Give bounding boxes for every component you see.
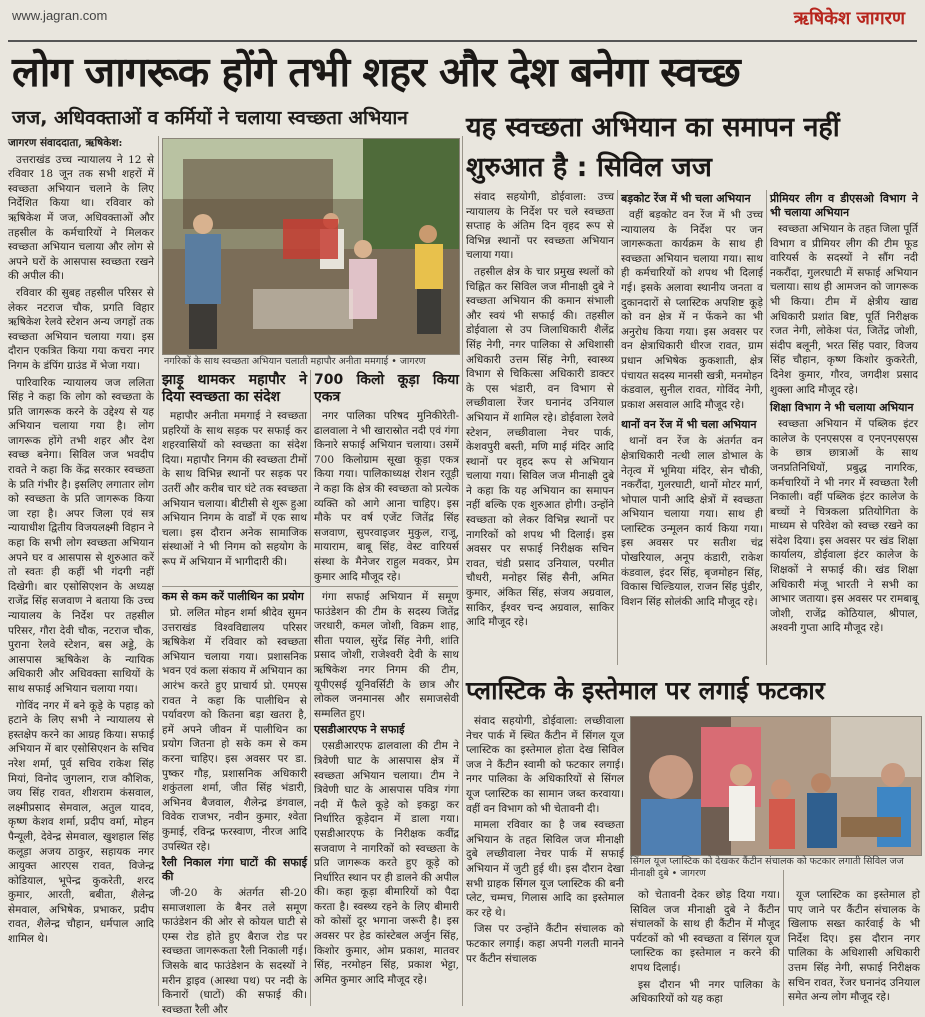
column-divider <box>158 136 159 1006</box>
article-700kg <box>314 372 459 587</box>
main-subhead: जज, अधिवक्ताओं व कर्मियों ने चलाया स्वच्छता अभियान <box>12 107 408 129</box>
paragraph: मामला रविवार का है जब स्वच्छता अभियान के तहत सिविल जज मीनाक्षी दुबे लच्छीवाला नेचर पार्क में सफाई अभियान में जुटी हुई थी। इस दौरान देखा सभी ग्राहक सिंगल यूज प्लास्टिक की बनी प्लेट, चम्मच, गिलास आदि का इस्तेमाल कर रहे थे। <box>466 819 624 919</box>
article-premier-title: प्रीमियर लीग व डीएसओ विभाग ने भी चलाया अभियान <box>770 192 918 219</box>
photo-canteen <box>630 716 922 856</box>
photo-canteen-image <box>631 717 921 855</box>
paragraph: उत्तराखंड उच्च न्यायालय ने 12 से रविवार 18 जून तक सभी शहरों में स्वच्छता अभियान चलाने के लिए निर्देशित किया था। रविवार को ऋषिकेश में जज, अधिवक्ताओं और तहसील के कर्मचारियों ने मिलकर स्वच्छता अभियान चलाया और लोग से अपने घरों के आसपास स्वच्छता रखने की अपील की। <box>8 153 154 283</box>
article-forest-ranges <box>621 192 763 667</box>
paragraph: थानों वन रेंज के अंतर्गत वन क्षेत्राधिकारी नत्थी लाल डोभाल के नेतृत्व में भूमिया मंदिर, सेन चौकी, नकरौंदा, गुलरघाटी, थानों मोटर मार्ग, भोपाल पानी आदि क्षेत्रों में स्वच्छता अभियान चलाया गया। साथ ही प्लास्टिक उन्मूलन कार्य किया गया। इस अवसर पर सतीश चंद्र पोखरियाल, अनूप कंडारी, राकेश कंडवाल, इंदर सिंह, बृजमोहन सिंह, विकास चिल्डियाल, राजन सिंह पुंडीर, विशन सिंह सोलंकी आदि मौजूद रहे। <box>621 435 763 608</box>
photo-cleanup-drive-image <box>163 139 459 354</box>
masthead-url: www.jagran.com <box>12 8 108 23</box>
article-education-title: शिक्षा विभाग ने भी चलाया अभियान <box>770 401 914 415</box>
subhead-polythene: कम से कम करें पालीथिन का प्रयोग <box>162 590 304 603</box>
article-sdrf <box>314 590 459 1006</box>
article-plastic <box>466 714 624 1006</box>
column-divider <box>783 870 784 1006</box>
subhead-sdrf: एसडीआरएफ ने सफाई <box>314 723 405 737</box>
column-divider <box>462 136 463 1006</box>
paragraph: स्वच्छता अभियान में पब्लिक इंटर कालेज के एनएसएस व एनएनएसएस के छात्र छात्राओं के साथ जनप्रतिनिधियों, प्रबुद्ध नागरिक, कर्मचारियों ने भी नगर में स्वच्छता रैली निकाली। वहीं पब्लिक इंटर कालेज के बच्चों ने चित्रकला प्रतियोगिता के माध्यम से परिवेश को स्वच्छ रखने का संदेश दिया। इस अवसर पर खंड शिक्षा कार्यालय, डोईवाला इंटर कालेज के शिक्षकों ने सफाई की। खंड शिक्षा अधिकारी मंजू भारती ने सभी का आभार जताया। इस अवसर पर रामबाबू जोशी, राजेंद्र कोठियाल, श्रीपाल, अश्वनी गुप्ता आदि मौजूद रहे। <box>770 418 918 635</box>
main-headline: लोग जागरूक होंगे तभी शहर और देश बनेगा स्वच्छ <box>12 48 740 96</box>
paragraph: तहसील क्षेत्र के चार प्रमुख स्थलों को चिह्नित कर सिविल जज मीनाक्षी दुबे ने स्वच्छता अभियान की कमान संभाली और स्वयं भी सफाई की। तहसील डोईवाला से उप जिलाधिकारी शैलेंद्र सिंह नेगी, नगर पालिका से अधिशासी अधिकारी उत्तम सिंह नेगी, स्वास्थ्य विभाग से चिकित्सा अधिकारी डाक्टर के एस भंडारी, वन विभाग से लच्छीवाला रेंजर घनानंद उनियाल अभियान में शामिल रहे। डोईवाला रेलवे स्टेशन, लच्छीवाला नेचर पार्क, केशवपुरी बस्ती, मणि माई मंदिर आदि स्थानों पर वृहद रूप से अभियान चलाया गया। सिविल जज मीनाक्षी दुबे ने कहा कि यह अभियान का समापन नहीं बल्कि एक शुरुआत होगी। उन्होंने स्वच्छता को लेकर विभिन्न स्थानों पर नागरिकों को शपथ भी दिलाई। इस अवसर पर सफाई निरीक्षक सचिन रावत, चंडी प्रसाद उनियाल, परमीत चौधरी, मनोहर सिंह सैनी, अमित कुमार, अंकित सिंह, संजय अग्रवाल, साकिर, ईश्वर चन्द अग्रवाल, साकिर आदि मौजूद रहे। <box>466 265 614 629</box>
column-divider <box>766 190 767 665</box>
paragraph: नगर पालिका परिषद मुनिकीरेती-ढालवाला ने भी खारास्रोत नदी एवं गंगा किनारे सफाई अभियान चलाया। उसमें 700 किलोग्राम सूखा कूड़ा एकत्र किया गया। पालिकाध्यक्ष रोशन रतूड़ी ने कहा कि क्षेत्र की स्वच्छता को प्रत्येक व्यक्ति को आगे आना चाहिए। इस मौके पर वर्ष एजेंट जितेंद्र सिंह सजवाण, सुपरवाइजर मुकुल, राजू, मायाराम, बाबू सिंह, वेस्ट वारियर्स संस्था के मैनेजर राहुल मवकर, प्रेम कुमार आदि मौजूद रहे। <box>314 410 459 583</box>
subhead-rally: रैली निकाल गंगा घाटों की सफाई की <box>162 856 307 884</box>
paragraph: जी-20 के अंतर्गत सी-20 समाजशाला के बैनर तले समूण फाउंडेशन की ओर से कोयल घाटी से एम्स रोड होते हुए बैराज रोड पर स्वच्छता जागरूकता रैली निकाली गई। जिसके बाद फाउंडेशन के सदस्यों ने मरीन ड्राइव (आस्था पथ) पर नदी के किनारों (घाटों) की सफाई की। स्वच्छता रैली और <box>162 887 307 1016</box>
side-headline: यह स्वच्छता अभियान का समापन नहीं शुरुआत है : सिविल जज <box>466 112 840 183</box>
paragraph: पारिवारिक न्यायालय जज ललिता सिंह ने कहा कि लोग को स्वच्छता के प्रति जागरूक करने के उद्देश्य से यह अभियान चलाया गया है। लोग जागरूक होंगे तभी शहर और देश स्वच्छ बनेगा। सिविल जज भवदीप रावते ने कहा कि केंद्र सरकार स्वच्छता के प्रति गंभीर है। इसलिए लगातार लोग को स्वच्छता के प्रति जागरूक किया जा रहा है। अपर जिला एवं सत्र न्यायाधीश द्वितीय विजयलक्ष्मी विहान ने कहा कि सभी लोग स्वच्छता अभियान अपने घर व आसपास से शुरुआत करें तो स्वतः ही कहीं भी गंदगी नहीं दिखेगी। बार एसोसिएशन के अध्यक्ष राजेंद्र सिंह सजवाण ने बताया कि उच्च न्यायालय के निर्देश पर तहसील परिसर, गौरा देवी चौक, नटराज चौक, पुराना रेलवे स्टेशन, बस अड्डे, के आसपास ऋषिकेश के न्यायिक अधिकारी और अधिवक्ता साथियों के साथ सफाई अभियान चलाया गया। <box>8 376 154 695</box>
article-mayor <box>162 372 307 587</box>
paragraph: एसडीआरएफ ढालवाला की टीम ने त्रिवेणी घाट के आसपास क्षेत्र में स्वच्छता अभियान चलाया। टीम ने त्रिवेणी घाट के आसपास पवित्र गंगा नदी में फैले कूड़े को इकट्ठा कर निर्धारित कूड़ेदान में डाला गया। एसडीआरएफ के निरीक्षक कवींद्र सजवाण ने नागरिकों को स्वच्छता के प्रति जागरूक करते हुए कूड़े को निर्धारित स्थान पर ही डालने की अपील की। कहा कूड़ा बीमारियों को पैदा करता है। स्वस्थ्य रहने के लिए बीमारी को कोसों दूर भगाना जरूरी है। इस अवसर पर हेड कांस्टेबल अर्जुन सिंह, किशोर कुमार, ओम प्रकाश, मातवर सिंह, नरमोहन सिंह, प्रकाश भेट्टा, अमित कुमार आदि मौजूद रहे। <box>314 740 459 986</box>
article-premier-league <box>770 192 918 667</box>
paragraph: इस दौरान भी नगर पालिका के अधिकारियों को यह कहा <box>630 978 780 1006</box>
paragraph: संवाद सहयोगी, डोईवाला: उच्च न्यायालय के निर्देश पर चले स्वच्छता सप्ताह के अंतिम दिन वृहद रूप से विभिन्न स्थानों पर स्वच्छता अभियान चलाया गया। <box>466 191 614 262</box>
article-thano-title: थानों वन रेंज में भी चला अभियान <box>621 418 757 432</box>
edition-logo: ऋषिकेश जागरण <box>793 8 905 29</box>
byline: जागरण संवाददाता, ऋषिकेश: <box>8 137 123 149</box>
article-700kg-title: 700 किलो कूड़ा किया एकत्र <box>314 372 459 405</box>
article-main <box>8 136 154 1006</box>
paragraph: यूज प्लास्टिक का इस्तेमाल हो पाए जाने पर कैंटीन संचालक के खिलाफ सख्त कार्रवाई के भी निर्देश दिए। इस दौरान नगर पालिका के अधिशासी अधिकारी उत्तम सिंह नेगी, सफाई निरीक्षक सचिन रावत, रेंजर घनानंद उनियाल समेत अन्य लोग मौजूद रहे। <box>788 889 920 1004</box>
photo-cleanup-drive <box>162 138 460 355</box>
photo2-caption: सिंगल यूज प्लास्टिक को देखकर कैंटीन संचालक को फटकार लगाती सिविल जज मीनाक्षी दुबे • जागरण <box>630 856 904 879</box>
masthead-rule <box>8 40 917 42</box>
column-divider <box>617 190 618 665</box>
paragraph: रविवार की सुबह तहसील परिसर से लेकर नटराज चौक, प्रगति विहार ऋषिकेश रेलवे स्टेशन अन्य जगहों तक स्वच्छता अभियान चलाया गया। इस दौरान एकत्रित किया गया कचरा नगर निगम के डंपिंग ग्राउंड में भेजा गया। <box>8 286 154 372</box>
section-rule <box>162 586 458 587</box>
paragraph: गोविंद नगर में बने कूड़े के पहाड़ को हटाने के लिए सभी ने न्यायालय से हस्तक्षेप करने का आग्रह किया। सफाई अभियान में बार एसोसिएशन के सचिव नरेश शर्मा, पूर्व सचिव राकेश सिंह मियां, विनोद जुगलान, राज कौशिक, जय सिंह रावत, शीशराम कंसवाल, लक्ष्मीप्रसाद सेमवाल, अतुल यादव, कृष्ण केशव शर्मा, प्रदीप वर्मा, मोहन पैन्यूली, देवेन्द्र सेमवाल, खुशहाल सिंह कलूड़ा अजय ठाकुर, सहायक नगर आयुक्त आरएस रावत, विजेन्द्र कोडियाल, भूपेन्द्र कुकरेती, शरद कुमार, आरती, बबीता, शैलेन्द्र सेमवाल, अभिषेक, प्रभाकर, प्रदीप रावत, शैलेन्द्र चौहान, धर्मपाल आदि शामिल थे। <box>8 699 154 946</box>
article-university <box>162 590 307 1016</box>
paragraph: को चेतावनी देकर छोड़ दिया गया। सिविल जज मीनाक्षी दुबे ने कैंटीन संचालकों के साथ ही कैंटीन में मौजूद पर्यटकों को भी स्वच्छता व सिंगल यूज प्लास्टिक का इस्तेमाल न करने की शपथ दिलाई। <box>630 889 780 974</box>
paragraph: संवाद सहयोगी, डोईवाला: लच्छीवाला नेचर पार्क में स्थित कैंटीन में सिंगल यूज प्लास्टिक का इस्तेमाल होता देख सिविल जज ने कैंटीन स्वामी को फटकार लगाई। नगर पालिका के अधिकारियों से सिंगल यूज प्लास्टिक का सामान जब्त करवाया। वहीं वन विभाग को भी चेतावनी दी। <box>466 715 624 815</box>
paragraph: महापौर अनीता ममगाई ने स्वच्छता प्रहरियों के साथ सड़क पर सफाई कर शहरवासियों को स्वच्छता का संदेश दिया। महापौर निगम की स्वच्छता टीमों के साथ विभिन्न स्थानों पर सड़क पर उतरीं और करीब चार घंटे तक स्वच्छता अभियान चलाया। बीटीसी से शुरू हुआ अभियान निगम के वार्डों में एक साथ चला। इस दौरान अनेक सामाजिक संस्थाओं ने भी निगम को सहयोग के रूप में अभियान में भागीदारी की। <box>162 410 307 568</box>
article-barkot-title: बड़कोट रेंज में भी चला अभियान <box>621 192 751 205</box>
plastic-headline: प्लास्टिक के इस्तेमाल पर लगाई फटकार <box>466 676 825 705</box>
article-civil-judge <box>466 190 614 665</box>
paragraph: वहीं बड़कोट वन रेंज में भी उच्च न्यायालय के निर्देश पर जन जागरूकता कार्यक्रम के साथ ही स्वच्छता अभियान चलाया गया। साथ ही कर्मचारियों को शपथ भी दिलाई गई। इसके अलावा स्थानीय जनता व दुकानदारों से प्लास्टिक अपशिष्ट कूड़े को वन क्षेत्र में न फेंकने का भी अनुरोध किया गया। इस अवसर पर वन क्षेत्राधिकारी धीरज रावत, ग्राम प्रधान अभिषेक कुकशाती, क्षेत्र पंचायत सदस्य मानसी खत्री, मनमोहन कंडवाल, सुनील रावत, गोविंद नेगी, प्रकाश असवाल आदि मौजूद रहे। <box>621 209 763 411</box>
photo1-caption: नगरिकों के साथ स्वच्छता अभियान चलाती महापौर अनीता ममगाई • जागरण <box>164 356 426 367</box>
paragraph: प्रो. ललित मोहन शर्मा श्रीदेव सुमन उत्तराखंड विश्वविद्यालय परिसर ऋषिकेश में रविवार को स्वच्छता अभियान चलाया गया। प्रशासनिक भवन एवं कला संकाय में अभियान का आरंभ करते हुए प्राचार्य प्रो. एमएस रावत ने कहा कि पालीथिन से पर्यावरण को कितना बड़ा खतरा है, हमें अपने जीवन में पालीथिन का प्रयोग जितना हो सके कम से कम करना चाहिए। इस अवसर पर डा. पुष्कर गौड़, प्रशासनिक अधिकारी शकुंतला शर्मा, जीत सिंह भंडारी, अभिनव बैजवाल, शैलेन्द्र डंगवाल, विवेक राजभर, नवीन कुमार, श्वेता कुमाई, रविन्द्र फरस्वाण, नीरज आदि उपस्थित रहे। <box>162 607 307 853</box>
paragraph: स्वच्छता अभियान के तहत जिला पूर्ति विभाग व प्रीमियर लीग की टीम फूड वारियर्स के सदस्यों ने सौंग नदी नकरौंदा, गुलरघाटी में सफाई अभियान चलाया। साथ ही आमजन को जागरूक भी किया। टीम में क्षेत्रीय खाद्य अधिकारी प्रशांत बिष्ट, पूर्ति निरीक्षक रजत नेगी, लोकेश पंत, जितेंद्र जोशी, संदीप बलूनी, भरत सिंह पवार, विजय सिंह चौहान, कृष्ण किशोर कुकरेती, दिनेश कुमार, गौरव, जगदीश प्रसाद शुक्ला आदि मौजूद रहे। <box>770 223 918 396</box>
article-plastic-end <box>788 888 920 1006</box>
article-mayor-title: झाड़ू थामकर महापौर ने दिया स्वच्छता का संदेश <box>162 372 307 405</box>
article-plastic-cont <box>630 888 780 1006</box>
paragraph: जिस पर उन्होंने कैंटीन संचालक को फटकार लगाई। कहा अपनी गलती मानने पर कैंटीन संचालक <box>466 923 624 965</box>
column-divider <box>310 370 311 1006</box>
paragraph: गंगा सफाई अभियान में समूण फाउंडेशन की टीम के सदस्य जितेंद्र जरधारी, कमल जोशी, विक्रम शाह, सीता पयाल, सुरेंद्र सिंह नेगी, शांति प्रसाद जोशी, राजेश्वरी देवी के साथ ऋषिकेश नगर निगम की टीम, यूपीएसई यूनिवर्सिटी के छात्र और लोकल जनमानस और समाजसेवी सम्मलित हुए। <box>314 591 459 720</box>
